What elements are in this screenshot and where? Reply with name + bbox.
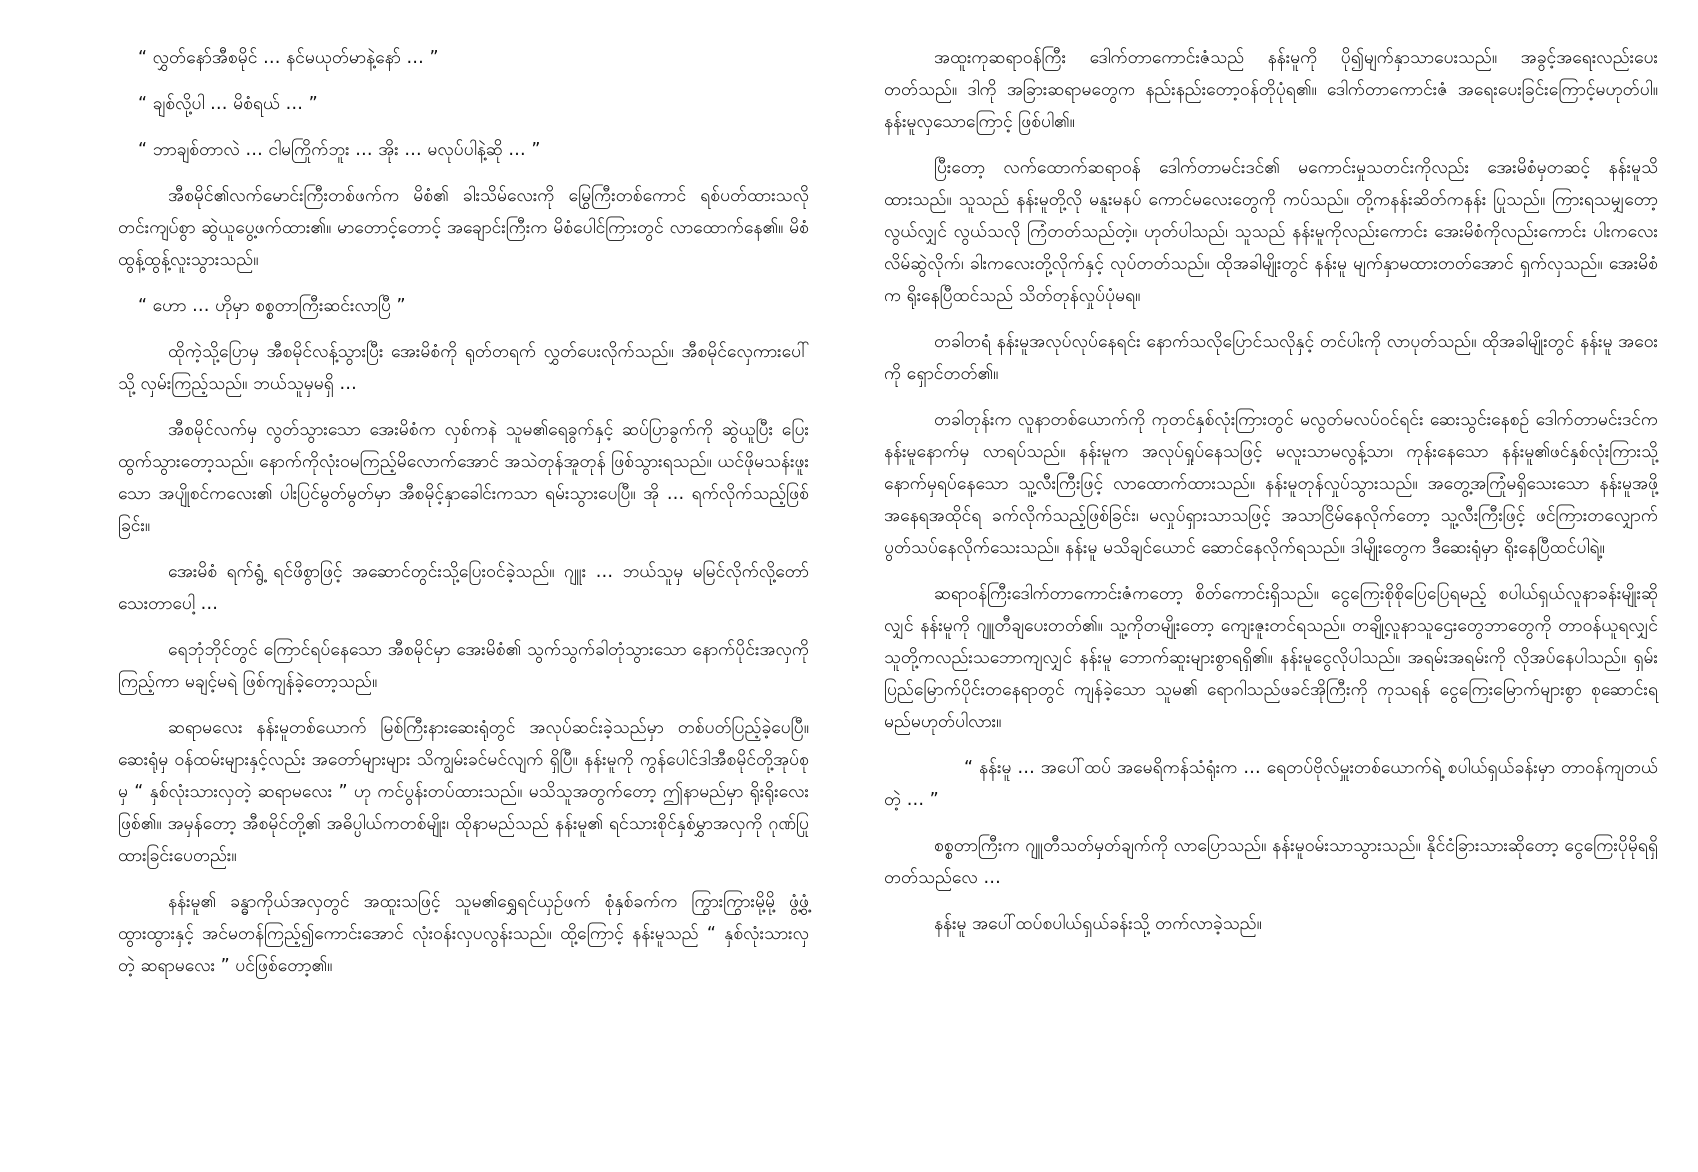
paragraph: အီစမိုင်လက်မှ လွတ်သွားသော အေးမိစံက လှစ်ကနဲ သူမ၏ရေခွက်နှင့် ဆပ်ပြာခွက်ကို ဆွဲယူပြီး ပြေးထွက်သွားတော့သည်။ နောက်ကိုလုံးဝမကြည့်မိလောက်အောင် အသဲတုန်အူတုန် ဖြစ်သွားရသည်။ ယင်ဖိုမသန်းဖူးသော အပျိုစင်ကလေး၏ ပါးပြင်မွတ်မွတ်မှာ အီစမိုင့်နှာခေါင်းကသာ ရမ်းသွားပေပြီ။ အို … ရက်လိုက်သည့်ဖြစ်ခြင်း။	[118, 420, 809, 536]
paragraph: အထူးကုဆရာဝန်ကြီး ဒေါက်တာကောင်းဇံသည် နန်းမူကို ပို၍မျက်နှာသာပေးသည်။ အခွင့်အရေးလည်းပေးတတ်သည်။ ဒါကို အခြားဆရာမတွေက နည်းနည်းတော့ဝန်တိုပုံရ၏။ ဒေါက်တာကောင်းဇံ အရေးပေးခြင်းကြောင့်မဟုတ်ပါ။ နန်းမူလှသောကြောင့် ဖြစ်ပါ၏။	[884, 48, 1658, 132]
paragraph: “ လွှတ်နော်အီစမိုင် … နင်မယုတ်မာနဲ့နော် … ”	[138, 48, 439, 68]
paragraph: “ ချစ်လို့ပါ … မိစံရယ် … ”	[138, 94, 318, 114]
paragraph: ရေဘုံဘိုင်တွင် ကြောင်ရပ်နေသော အီစမိုင်မှာ အေးမိစံ၏ သွက်သွက်ခါတုံသွားသော နောက်ပိုင်းအလှကို ကြည့်ကာ မချင့်မရဲ ဖြစ်ကျန်ခဲ့တော့သည်။	[118, 640, 809, 692]
paragraph: တခါတုန်းက လူနာတစ်ယောက်ကို ကုတင်နှစ်လုံးကြားတွင် မလွတ်မလပ်ဝင်ရင်း ဆေးသွင်းနေစဉ် ဒေါက်တာမင်းဒင်က နန်းမူနောက်မှ လာရပ်သည်။ နန်းမူက အလုပ်ရှုပ်နေသဖြင့် မလူးသာမလွန့်သာ၊ ကုန်းနေသော နန်းမူ၏ဖင်နှစ်လုံးကြားသို့ နောက်မှရပ်နေသော သူ့လီးကြီးဖြင့် လာထောက်ထားသည်။ နန်းမူတုန်လှုပ်သွားသည်။ အတွေ့အကြုံမရှိသေးသော နန်းမူအဖို့ အနေရအထိုင်ရ ခက်လိုက်သည့်ဖြစ်ခြင်း၊ မလှုပ်ရှားသာသဖြင့် အသာငြိမ်နေလိုက်တော့ သူ့လီးကြီးဖြင့် ဖင်ကြားတလျှောက် ပွတ်သပ်နေလိုက်သေးသည်။ နန်းမူ မသိချင်ယောင် ဆောင်နေလိုက်ရသည်။ ဒါမျိုးတွေက ဒီဆေးရုံမှာ ရိုးနေပြီထင်ပါရဲ့။	[884, 410, 1658, 558]
paragraph: နန်းမူ၏ ခန္ဓာကိုယ်အလှတွင် အထူးသဖြင့် သူမ၏ရွှေရင်ယှဉ်ဖက် စုံနှစ်ခက်က ကြွားကြွားမို့မို့ ဖွံ့ဖွံ့ထွားထွားနှင့် အင်မတန်ကြည့်၍ကောင်းအောင် လုံးဝန်းလှပလွန်းသည်။ ထို့ကြောင့် နန်းမူသည် “ နှစ်လုံးသားလှတဲ့ ဆရာမလေး ” ပင်ဖြစ်တော့၏။	[118, 892, 809, 976]
paragraph: ထိုကဲ့သို့ပြောမှ အီစမိုင်လန့်သွားပြီး အေးမိစံကို ရုတ်တရက် လွှတ်ပေးလိုက်သည်။ အီစမိုင်လှေကားပေါ်သို့ လှမ်းကြည့်သည်။ ဘယ်သူမှမရှိ …	[118, 342, 809, 394]
paragraph: စစ္စတာကြီးက ဂျူတီသတ်မှတ်ချက်ကို လာပြောသည်။ နန်းမူဝမ်းသာသွားသည်။ နိုင်ငံခြားသားဆိုတော့ ငွေကြေးပိုမိုရရှိတတ်သည်လေ …	[884, 836, 1658, 888]
paragraph: ပြီးတော့ လက်ထောက်ဆရာဝန် ဒေါက်တာမင်းဒင်၏ မကောင်းမှုသတင်းကိုလည်း အေးမိစံမှတဆင့် နန်းမူသိထားသည်။ သူသည် နန်းမူတို့လို မနူးမနပ် ကောင်မလေးတွေကို ကပ်သည်။ တို့ကနန်းဆိတ်ကနန်း ပြုသည်။ ကြားရသမျှတော့ လွယ်လျှင် လွယ်သလို ကြံတတ်သည်တဲ့။ ဟုတ်ပါသည်၊ သူသည် နန်းမူကိုလည်းကောင်း အေးမိစံကိုလည်းကောင်း ပါးကလေးလိမ်ဆွဲလိုက်၊ ခါးကလေးတို့လိုက်နှင့် လုပ်တတ်သည်။ ထိုအခါမျိုးတွင် နန်းမူ မျက်နှာမထားတတ်အောင် ရှက်လှသည်။ အေးမိစံက ရိုးနေပြီထင်သည် သိတ်တုန်လှုပ်ပုံမရ။	[884, 158, 1658, 306]
right-page	[849, 0, 1698, 1172]
paragraph: “ ဘာချစ်တာလဲ … ငါမကြိုက်ဘူး … အိုး … မလုပ်ပါနဲ့ဆို … ”	[138, 140, 541, 160]
paragraph: “ နန်းမူ … အပေါ်ထပ် အမေရိကန်သံရုံးက … ရေတပ်ဗိုလ်မှူးတစ်ယောက်ရဲ့ စပါယ်ရှယ်ခန်းမှာ တာဝန်ကျတယ်တဲ့ … ”	[884, 758, 1658, 810]
paragraph: ဆရာမလေး နန်းမူတစ်ယောက် မြစ်ကြီးနားဆေးရုံတွင် အလုပ်ဆင်းခဲ့သည်မှာ တစ်ပတ်ပြည့်ခဲ့ပေပြီ။ ဆေးရုံမှ ဝန်ထမ်းများနှင့်လည်း အတော်များများ သိကျွမ်းခင်မင်လျက် ရှိပြီ။ နန်းမူကို ကွန်ပေါင်ဒါအီစမိုင်တို့အုပ်စုမှ “ နှစ်လုံးသားလှတဲ့ ဆရာမလေး ” ဟု ကင်ပွန်းတပ်ထားသည်။ မသိသူအတွက်တော့ ဤနာမည်မှာ ရိုးရိုးလေးဖြစ်၏။ အမှန်တော့ အီစမိုင်တို့၏ အဓိပ္ပါယ်ကတစ်မျိုး၊ ထိုနာမည်သည် နန်းမူ၏ ရင်သားစိုင်နှစ်မွှာအလှကို ဂုဏ်ပြုထားခြင်းပေတည်း။	[118, 718, 809, 866]
paragraph: နန်းမူ အပေါ်ထပ်စပါယ်ရှယ်ခန်းသို့ တက်လာခဲ့သည်။	[934, 914, 1262, 934]
paragraph: အီစမိုင်၏လက်မောင်းကြီးတစ်ဖက်က မိစံ၏ ခါးသိမ်လေးကို မြွေကြီးတစ်ကောင် ရစ်ပတ်ထားသလို တင်းကျပ်စွာ ဆွဲယူပွေ့ဖက်ထား၏။ မာတောင့်တောင့် အချောင်းကြီးက မိစံပေါင်ကြားတွင် လာထောက်နေ၏။ မိစံ ထွန့်ထွန့်လူးသွားသည်။	[118, 186, 809, 270]
paragraph: တခါတရံ နန်းမူအလုပ်လုပ်နေရင်း နောက်သလိုပြောင်သလိုနှင့် တင်ပါးကို လာပုတ်သည်။ ထိုအခါမျိုးတွင် နန်းမူ အဝေးကို ရှောင်တတ်၏။	[884, 332, 1658, 384]
paragraph: ဆရာဝန်ကြီးဒေါက်တာကောင်းဇံကတော့ စိတ်ကောင်းရှိသည်။ ငွေကြေးစိုစိုပြေပြေရမည့် စပါယ်ရှယ်လူနာခန်းမျိုးဆိုလျှင် နန်းမူကို ဂျူတီချပေးတတ်၏။ သူ့ကိုတမျိုးတော့ ကျေးဇူးတင်ရသည်။ တချို့လူနာသူဌေးတွေဘာတွေကို တာဝန်ယူရလျှင် သူတို့ကလည်းသဘောကျလျှင် နန်းမူ ဘောက်ဆူးများစွာရရှိ၏။ နန်းမူငွေလိုပါသည်။ အရမ်းအရမ်းကို လိုအပ်နေပါသည်။ ရှမ်းပြည်မြောက်ပိုင်းတနေရာတွင် ကျန်ခဲ့သော သူမ၏ ရောဂါသည်ဖခင်အိုကြီးကို ကုသရန် ငွေကြေးမြောက်များစွာ စုဆောင်းရမည်မဟုတ်ပါလား။	[884, 584, 1658, 732]
paragraph: အေးမိစံ ရက်ရွံ့ ရင်ဖိစွာဖြင့် အဆောင်တွင်းသို့ပြေးဝင်ခဲ့သည်။ ဂျူး … ဘယ်သူမှ မမြင်လိုက်လို့တော်သေးတာပေါ့ …	[118, 562, 809, 614]
paragraph: “ ဟော … ဟိုမှာ စစ္စတာကြီးဆင်းလာပြီ ”	[138, 296, 406, 316]
